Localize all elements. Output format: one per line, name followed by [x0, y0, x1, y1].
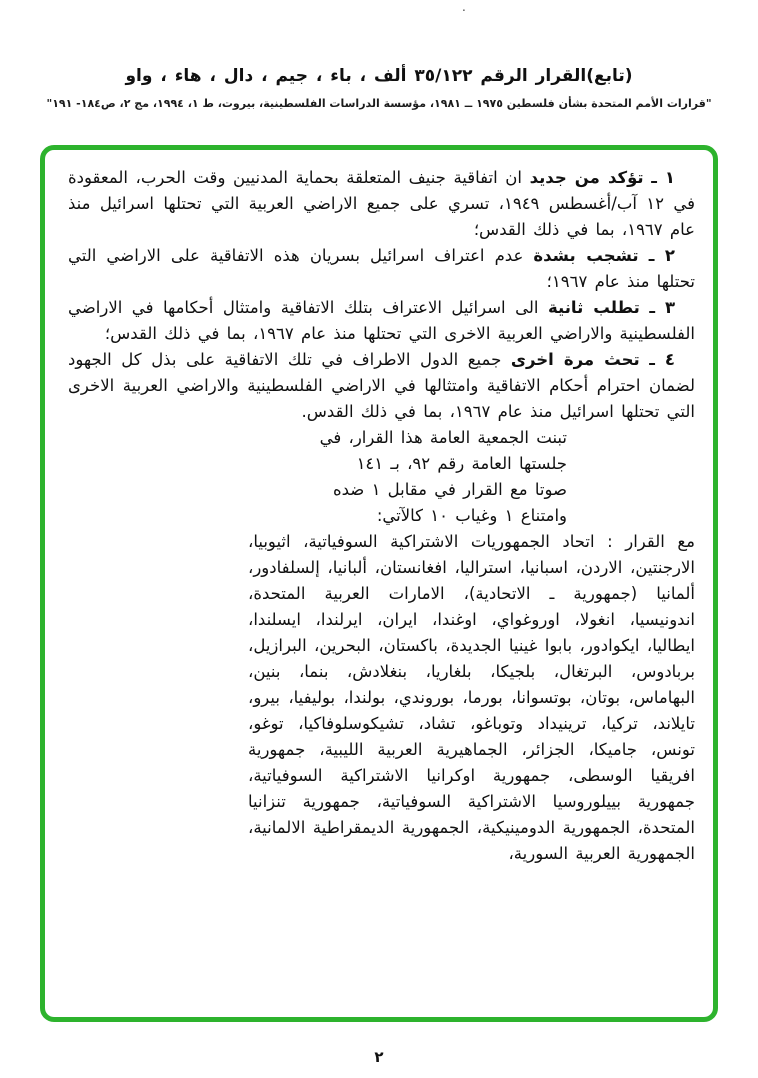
resolution-body: [45, 150, 713, 1017]
clause-lead: تؤكد من جديد: [529, 168, 644, 187]
operative-paragraph-3: [68, 295, 695, 347]
operative-paragraph-4: [68, 347, 695, 425]
operative-paragraph-2: [68, 243, 695, 295]
vote-record: [248, 529, 695, 867]
clause-number: ١ ـ: [651, 168, 675, 187]
clause-number: ٣ ـ: [649, 298, 676, 317]
adoption-line-4: وامتناع ١ وغياب ١٠ كالآتي:: [376, 506, 567, 525]
vote-with-label: مع القرار :: [607, 532, 695, 551]
clause-lead: تطلب ثانية: [547, 298, 640, 317]
clause-lead: تشجب بشدة: [533, 246, 639, 265]
clause-lead: تحث مرة اخرى: [510, 350, 640, 369]
vote-with-countries: اتحاد الجمهوريات الاشتراكية السوفياتية، اثيوبيا، الارجنتين، الاردن، اسبانيا، استراليا، افغانستان، ألبانيا، إلسلفادور، ألمانيا (جمهورية ـ الاتحادية)، الامارات العربية المتحدة، اندونيسيا، انغولا، اوروغواي، اوغندا، ايران، ايرلندا، ايسلندا، ايطاليا، ايكوادور، بابوا غينيا الجديدة، باكستان، البحرين، البرازيل، بربادوس، البرتغال، بلجيكا، بلغاريا، بنغلادش، بنما، بنين، البهاماس، بوتان، بوتسوانا، بورما، بوروندي، بولندا، بوليفيا، بيرو، تايلاند، تركيا، ترينيداد وتوباغو، تشاد، تشيكوسلوفاكيا، توغو، تونس، جاميكا، الجزائر، الجماهيرية العربية الليبية، جمهورية افريقيا الوسطى، جمهورية اوكرانيا الاشتراكية السوفياتية، جمهورية بييلوروسيا الاشتراكية السوفياتية، جمهورية تنزانيا المتحدة، الجمهورية الدومينيكية، الجمهورية الديمقراطية الالمانية، الجمهورية العربية السورية،: [248, 532, 695, 863]
scan-artifact-dot: .: [462, 0, 466, 14]
adoption-line-1: تبنت الجمعية العامة هذا القرار، في: [319, 428, 567, 447]
source-citation: "قرارات الأمم المتحدة بشأن فلسطين ١٩٧٥ ــ ١٩٨١، مؤسسة الدراسات الفلسطينية، بيروت، ط ١، ١٩٩٤، مج ٢، ص١٨٤- ١٩١": [46, 97, 712, 110]
clause-text: ان اتفاقية جنيف المتعلقة بحماية المدنيين وقت الحرب، المعقودة في ١٢ آب/أغسطس ١٩٤٩، تسري على جميع الاراضي العربية التي تحتلها اسرائيل منذ عام ١٩٦٧، بما في ذلك القدس؛: [68, 168, 695, 239]
clause-number: ٤ ـ: [649, 350, 675, 369]
clause-text: الى اسرائيل الاعتراف بتلك الاتفاقية وامتثال أحكامها في الاراضي الفلسطينية والاراضي العربية الاخرى التي تحتلها منذ عام ١٩٦٧، بما في ذلك القدس؛: [68, 298, 695, 343]
document-header: [20, 66, 738, 110]
resolution-title: (تابع)القرار الرقم ٣٥/١٢٢ ألف ، باء ، جيم ، دال ، هاء ، واو: [125, 66, 633, 86]
clause-number: ٢ ـ: [648, 246, 675, 265]
clause-text: جميع الدول الاطراف في تلك الاتفاقية على بذل كل الجهود لضمان احترام أحكام الاتفاقية وامتثالها في الاراضي الفلسطينية والاراضي العربية الاخرى التي تحتلها اسرائيل منذ عام ١٩٦٧، بما في ذلك القدس.: [68, 350, 695, 421]
clause-text: عدم اعتراف اسرائيل بسريان هذه الاتفاقية على الاراضي التي تحتلها منذ عام ١٩٦٧؛: [68, 246, 695, 291]
green-border-frame: [40, 145, 718, 1022]
page-number: ٢: [374, 1048, 384, 1066]
adoption-line-3: صوتا مع القرار في مقابل ١ ضده: [333, 480, 567, 499]
operative-paragraph-1: [68, 165, 695, 243]
adoption-line-2: جلستها العامة رقم ٩٢، بـ ١٤١: [356, 454, 567, 473]
adoption-note: [68, 425, 567, 529]
